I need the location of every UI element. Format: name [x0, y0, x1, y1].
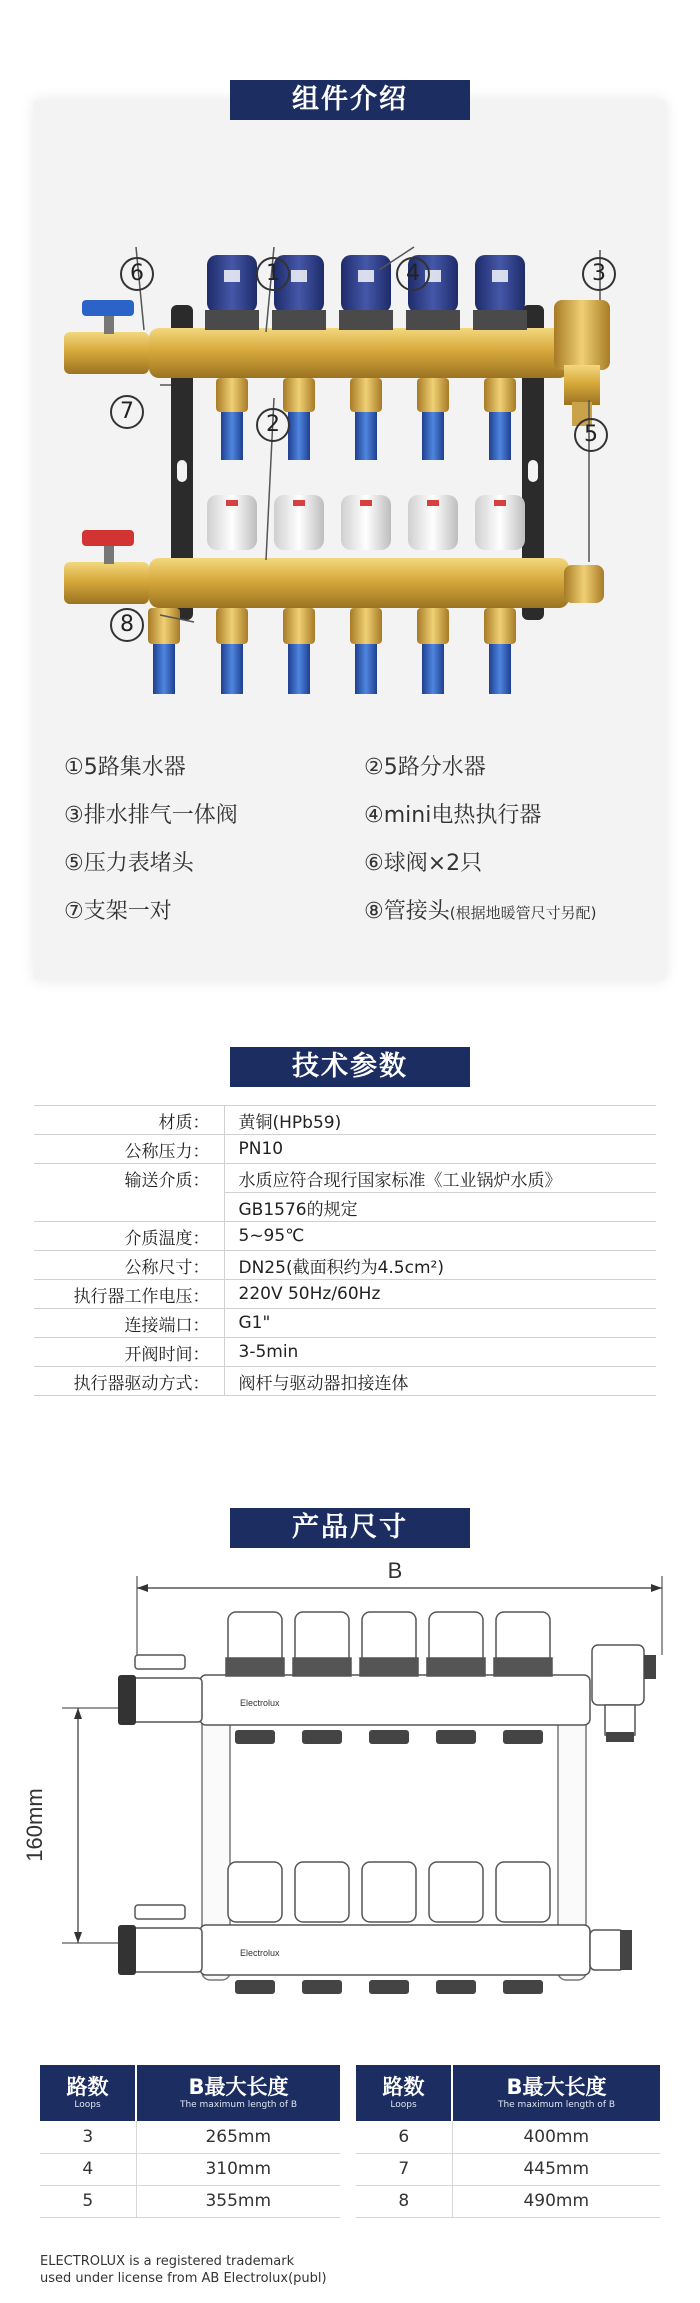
footer-line-2: used under license from AB Electrolux(publ): [40, 2271, 327, 2286]
param-key: 输送介质：: [34, 1164, 224, 1193]
param-value: 水质应符合现行国家标准《工业锅炉水质》: [224, 1164, 656, 1193]
lower-manifold-bar: [149, 558, 569, 608]
pressure-plug: [564, 565, 604, 603]
legend-item-2: ②5路分水器: [364, 755, 486, 780]
legend-item-8-note: (根据地暖管尺寸另配): [449, 904, 597, 922]
col-length-header: [136, 2065, 340, 2121]
section-title-tech: 技术参数: [230, 1047, 470, 1087]
manifold-product-image: [34, 160, 666, 750]
tech-params-table: [34, 1105, 656, 1396]
callout-3: 3: [582, 257, 616, 291]
lower-outlets: [148, 608, 516, 694]
param-value: DN25(截面积约为4.5cm²): [224, 1251, 656, 1280]
col-loops-header: [40, 2065, 136, 2121]
param-value: 5~95℃: [224, 1222, 656, 1251]
callout-7: 7: [110, 395, 144, 429]
components-panel: [34, 100, 666, 980]
length-cell: 310mm: [136, 2153, 340, 2185]
param-value: 黄铜(HPb59): [224, 1106, 656, 1135]
param-key: 执行器驱动方式：: [34, 1367, 224, 1396]
brand-mark-upper: Electrolux: [240, 1698, 280, 1708]
param-value: PN10: [224, 1135, 656, 1164]
table-row: [34, 1251, 656, 1280]
size-table-right: [356, 2065, 660, 2218]
table-row: [34, 1135, 656, 1164]
legend-item-3: ③排水排气一体阀: [64, 803, 238, 828]
length-cell: 355mm: [136, 2185, 340, 2217]
dimension-b-label: B: [387, 1560, 403, 1583]
param-key: 连接端口：: [34, 1309, 224, 1338]
col-loops-subtitle: Loops: [390, 2100, 417, 2110]
table-row: [34, 1164, 656, 1193]
dimension-160-label: 160mm: [22, 1788, 47, 1862]
loops-cell: 7: [356, 2153, 452, 2185]
loops-cell: 4: [40, 2153, 136, 2185]
param-key-empty: [34, 1193, 224, 1222]
legend-item-1: ①5路集水器: [64, 755, 186, 780]
upper-manifold-bar: [149, 328, 569, 378]
table-row: [34, 1338, 656, 1367]
table-row: [356, 2185, 660, 2217]
table-row: [34, 1222, 656, 1251]
size-table-left: [40, 2065, 340, 2218]
callout-2: 2: [256, 408, 290, 442]
param-key: 材质：: [34, 1106, 224, 1135]
legend-item-8: [364, 894, 596, 925]
table-row: [356, 2153, 660, 2185]
section-title-dimension: 产品尺寸: [230, 1508, 470, 1548]
length-cell: 265mm: [136, 2121, 340, 2153]
param-key: 公称尺寸：: [34, 1251, 224, 1280]
ball-valve-upper: [64, 300, 149, 374]
col-length-subtitle: The maximum length of B: [497, 2100, 616, 2110]
param-value: G1": [224, 1309, 656, 1338]
col-loops-title: 路数: [66, 2075, 109, 2099]
table-row: [34, 1367, 656, 1396]
col-length-header: [452, 2065, 660, 2121]
param-value: 阀杆与驱动器扣接连体: [224, 1367, 656, 1396]
table-row: [40, 2121, 340, 2153]
legend-item-8-label: ⑧管接头: [364, 899, 450, 924]
ball-valve-lower: [64, 530, 149, 604]
drain-vent-valve: [554, 300, 610, 426]
loops-cell: 6: [356, 2121, 452, 2153]
upper-actuators: [205, 255, 527, 330]
lower-caps: [207, 495, 525, 550]
param-key: 执行器工作电压：: [34, 1280, 224, 1309]
length-cell: 445mm: [452, 2153, 660, 2185]
loops-cell: 3: [40, 2121, 136, 2153]
length-cell: 400mm: [452, 2121, 660, 2153]
param-value: 3-5min: [224, 1338, 656, 1367]
col-loops-subtitle: Loops: [74, 2100, 101, 2110]
section-title-components: 组件介绍: [230, 80, 470, 120]
table-row: [356, 2121, 660, 2153]
callout-4: 4: [396, 257, 430, 291]
dimension-drawing: [0, 1560, 700, 2040]
callout-5: 5: [574, 418, 608, 452]
col-loops-title: 路数: [382, 2075, 425, 2099]
col-length-subtitle: The maximum length of B: [179, 2100, 298, 2110]
legend-item-5: ⑤压力表堵头: [64, 851, 194, 876]
col-length-title: B最大长度: [188, 2075, 289, 2099]
trademark-footer: [40, 2253, 327, 2287]
table-row: [40, 2185, 340, 2217]
param-key: 介质温度：: [34, 1222, 224, 1251]
param-value: 220V 50Hz/60Hz: [224, 1280, 656, 1309]
callout-1: 1: [256, 257, 290, 291]
legend-item-7: ⑦支架一对: [64, 899, 172, 924]
callout-8: 8: [110, 608, 144, 642]
col-length-title: B最大长度: [506, 2075, 607, 2099]
loops-cell: 5: [40, 2185, 136, 2217]
legend-item-6: ⑥球阀×2只: [364, 851, 483, 876]
table-row: [40, 2153, 340, 2185]
footer-line-1: ELECTROLUX is a registered trademark: [40, 2254, 295, 2269]
col-loops-header: [356, 2065, 452, 2121]
loops-cell: 8: [356, 2185, 452, 2217]
brand-mark-lower: Electrolux: [240, 1948, 280, 1958]
table-row: [34, 1280, 656, 1309]
param-value-continued: GB1576的规定: [224, 1193, 656, 1222]
table-row: [34, 1106, 656, 1135]
table-row: [34, 1193, 656, 1222]
legend-item-4: ④mini电热执行器: [364, 803, 542, 828]
param-key: 开阀时间：: [34, 1338, 224, 1367]
callout-6: 6: [120, 257, 154, 291]
param-key: 公称压力：: [34, 1135, 224, 1164]
table-row: [34, 1309, 656, 1338]
length-cell: 490mm: [452, 2185, 660, 2217]
